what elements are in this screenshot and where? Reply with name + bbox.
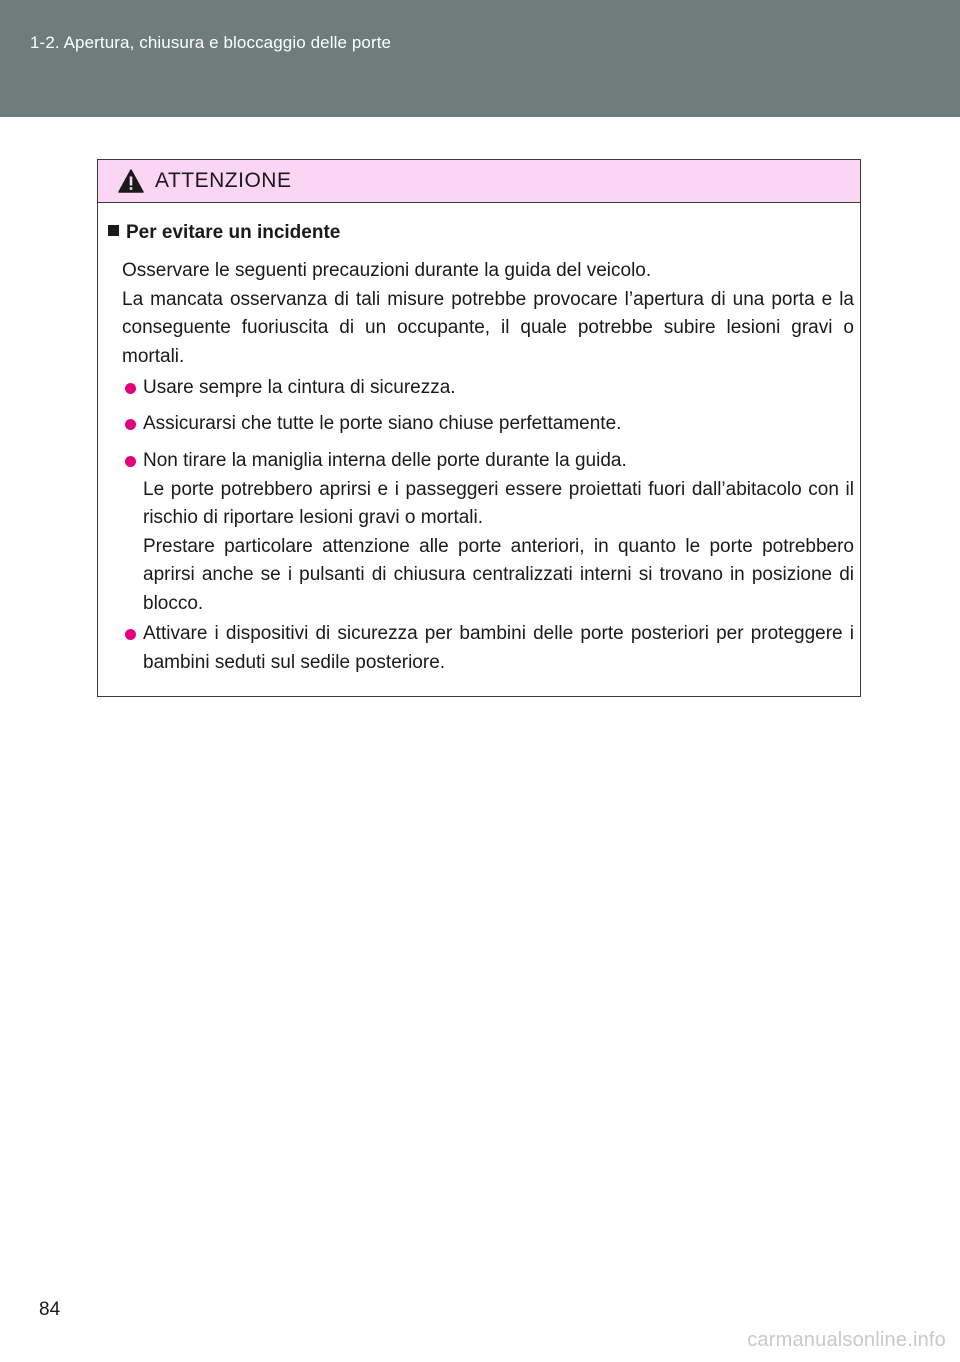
section-title: 1-2. Apertura, chiusura e bloccaggio delle porte <box>30 33 392 52</box>
bullet-item <box>124 410 854 439</box>
bullet-text: Assicurarsi che tutte le porte siano chiuse perfettamente. <box>143 413 622 434</box>
page-number: 84 <box>39 1299 61 1320</box>
bullet-text: Non tirare la maniglia interna delle porte durante la guida. <box>143 450 627 471</box>
intro-detail-text: La mancata osservanza di tali misure potrebbe provocare l’apertura di una porta e la conseguente fuoriuscita di un occupante, il quale potrebbe subire lesioni gravi o mortali. <box>122 288 854 367</box>
bullet-detail-text: Prestare particolare attenzione alle porte anteriori, in quanto le porte potrebbero aprirsi anche se i pulsanti di chiusura centralizzati interni si trovano in posizione di blocco. <box>143 535 854 614</box>
warning-header <box>98 160 860 203</box>
bullet-dot-icon <box>125 456 136 467</box>
section-heading-text: Per evitare un incidente <box>126 222 341 243</box>
watermark: carmanualsonline.info <box>747 1329 946 1351</box>
bullet-item <box>124 374 854 403</box>
intro-text: Osservare le seguenti precauzioni durante la guida del veicolo. <box>122 260 652 281</box>
warning-box <box>97 159 861 697</box>
section-heading <box>108 222 340 244</box>
warning-title: ATTENZIONE <box>155 169 292 192</box>
bullet-text: Usare sempre la cintura di sicurezza. <box>143 377 456 398</box>
bullet-dot-icon <box>125 629 136 640</box>
bullet-dot-icon <box>125 419 136 430</box>
bullet-item <box>124 447 854 618</box>
bullet-item <box>124 620 854 677</box>
bullet-text: Attivare i dispositivi di sicurezza per bambini delle porte posteriori per proteggere i bambini seduti sul sedile posteriore. <box>143 623 854 673</box>
header-band <box>0 0 960 117</box>
bullet-dot-icon <box>125 383 136 394</box>
bullet-detail-text: Le porte potrebbero aprirsi e i passeggeri essere proiettati fuori dall’abitacolo con il rischio di riportare lesioni gravi o mortali. <box>143 478 854 528</box>
warning-triangle-icon <box>118 169 144 193</box>
intro-paragraph <box>122 257 854 371</box>
square-bullet-icon <box>108 225 119 236</box>
